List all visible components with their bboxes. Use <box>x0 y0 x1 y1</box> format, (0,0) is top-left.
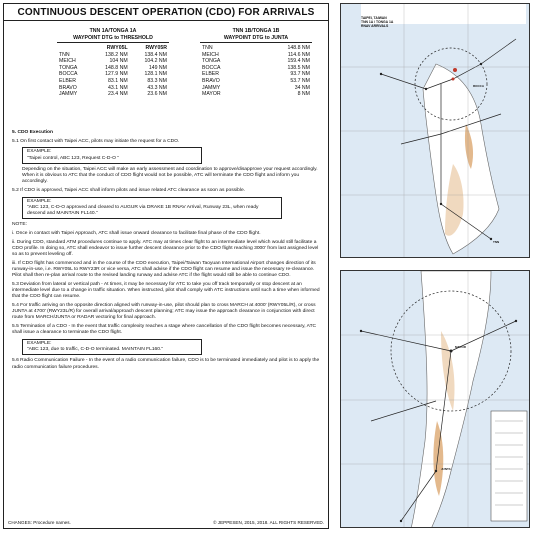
col-rwy05l: RWY05L <box>106 45 128 51</box>
dtg-tables <box>4 28 328 134</box>
paragraph-5-2: 5.2 If CDO is approved, Taipei ACC shall inform pilots and issue related ATC clearance as soon as possible. <box>12 187 246 193</box>
table-row <box>200 78 312 85</box>
example-text: “ABC 123, C-D-O approved and cleared to AUGUR via DRAKE 1B RNAV Arrival, Runway 23L, when ready descend and MAINTAIN FL140.” <box>27 204 259 217</box>
paragraph-5-4: 5.4 For traffic arriving on the opposite direction aligned with runway-in-use, pilot should plan to cross MARCH at 4000’ (RWY05L/R), or cross JUNTA at 4700’ (RWY23L/R) for overall arrival/approach descent planning; ATC may issue the approach clearance in conjunction with direct route from MARCH/JUNTA or RADAR vectoring for final approach. <box>12 302 316 321</box>
table-b-header: TNN 1B/TONGA 1B <box>232 28 280 34</box>
chart-page <box>3 3 329 529</box>
table-b-subheader: WAYPOINT DTG to JUNTA <box>200 35 312 44</box>
cell: TONGA <box>59 64 78 71</box>
changes-note: CHANGES: Procedure names. <box>8 520 71 525</box>
waypoint-label: JUNTA <box>441 467 451 471</box>
paragraph-5-5: 5.5 Termination of a CDO - In the event that traffic complexity reaches a stage where cancellation of the CDO flight becomes necessary, ATC shall issue a clearance to terminate the CDO flight. <box>12 324 317 336</box>
cell: TNN <box>59 51 70 58</box>
table-row <box>57 85 169 92</box>
example-text: “Taipei control, ABC 123, Request C-D-O ” <box>27 155 119 161</box>
waypoint-label: ROCCA <box>473 84 484 88</box>
cell: TNN <box>202 45 213 51</box>
table-row <box>57 45 169 52</box>
cell: MAYOR <box>202 91 221 98</box>
cdo-procedure-text <box>12 130 324 373</box>
example-text: “ABC 123, due to traffic, C-D-O terminated. MAINTAIN FL160.” <box>27 347 163 353</box>
cell: 148.8 NM <box>287 45 310 51</box>
table-row <box>200 65 312 72</box>
page-footer <box>8 520 324 525</box>
cell: BRAVO <box>202 77 220 84</box>
copyright: © JEPPESEN, 2015, 2018. ALL RIGHTS RESERVED. <box>213 520 324 525</box>
cell: 128.1 NM <box>144 71 167 78</box>
cell: 34 NM <box>294 84 310 91</box>
map-title-block <box>361 16 393 28</box>
paragraph-5-3: 5.3 Deviation from lateral or vertical path - At times, it may be necessary for ATC to take you off track temporarily or stop descent at an intermediate level due to a change in traffic situation. When instructed, pilot shall comply with ATC instructions until such a time when informed that the CDO flight can resume. <box>12 281 320 300</box>
cell: 93.7 NM <box>290 71 310 78</box>
cell: JAMMY <box>59 91 78 98</box>
page-title: CONTINUOUS DESCENT OPERATION (CDO) FOR ARRIVALS <box>4 4 328 21</box>
table-row <box>200 52 312 59</box>
arrival-chart-top <box>340 3 530 258</box>
cell: 138.5 NM <box>287 64 310 71</box>
cell: 8 NM <box>297 91 310 98</box>
example-box-request <box>22 147 202 163</box>
cell: 148.8 NM <box>105 64 128 71</box>
cell: BRAVO <box>59 84 77 91</box>
cell: MEICH <box>202 51 219 58</box>
example-box-terminated <box>22 339 202 355</box>
table-a-grid <box>57 45 169 98</box>
cell: 127.9 NM <box>105 71 128 78</box>
example-label: EXAMPLE: <box>27 340 52 346</box>
waypoint-label: TNN <box>493 240 500 244</box>
table-row <box>200 45 312 52</box>
cell: 104.2 NM <box>144 58 167 65</box>
note-iii: iii. If CDO flight has commenced and in the course of the CDO execution, Taipei/Taiwan Taoyuan International Airport changes direction of its runway-in-use, i.e. RWY05L to RWY23R or vice versa, ATC shall advise if the CDO flight can resume and issue the necessary re-clearance. Pilot shall then re-plan arrival route to the revised landing runway and advise ATC if the flight would still be able to continue CDO. <box>12 260 316 279</box>
table-row <box>200 58 312 65</box>
note-label: NOTE: <box>12 222 27 228</box>
section-heading: 5. CDO Execution <box>12 130 54 135</box>
table-row <box>57 91 169 98</box>
table-a-subheader: WAYPOINT DTG to THRESHOLD <box>57 35 169 44</box>
map-title-line: RNAV ARRIVALS <box>361 24 389 28</box>
cell: 114.6 NM <box>287 51 310 58</box>
dtg-table-junta <box>200 28 312 98</box>
table-row <box>57 52 169 59</box>
arrival-chart-bottom <box>340 270 530 528</box>
table-row <box>57 71 169 78</box>
waypoint-label: MAYOR <box>455 345 466 349</box>
cell: 53.7 NM <box>290 77 310 84</box>
paragraph-5-1-cont: Depending on the situation, Taipei ACC will make an early assessment and coordination to approve/disapprove your request accordingly. When it is obvious to ATC that the conduct of CDO flight would not be possible, ATC will terminate the CDO flight and inform you accordingly. <box>22 166 318 185</box>
cell: 149 NM <box>148 64 167 71</box>
cell: 23.6 NM <box>147 91 167 98</box>
cell: 83.3 NM <box>147 77 167 84</box>
cell: 23.4 NM <box>108 91 128 98</box>
cell: 159.4 NM <box>287 58 310 65</box>
table-row <box>57 65 169 72</box>
cell: 138.4 NM <box>144 51 167 58</box>
table-row <box>57 78 169 85</box>
cell: ELBER <box>202 71 220 78</box>
map-title-line: TNN 1A / TONGA 1A <box>361 20 394 24</box>
table-b-grid <box>200 45 312 98</box>
example-label: EXAMPLE: <box>27 198 52 204</box>
cell: TONGA <box>202 58 221 65</box>
cell: MEICH <box>59 58 76 65</box>
cell: 43.1 NM <box>108 84 128 91</box>
cell: JAMMY <box>202 84 221 91</box>
table-row <box>200 85 312 92</box>
cell: 83.1 NM <box>108 77 128 84</box>
map-title-line: TAIPEI, TAIWAN <box>361 16 387 20</box>
cell: BOCCA <box>59 71 78 78</box>
example-label: EXAMPLE: <box>27 149 52 155</box>
paragraph-5-1: 5.1 On first contact with Taipei ACC, pilots may initiate the request for a CDO. <box>12 138 180 144</box>
note-i: i. Once in contact with Taipei Approach, ATC shall issue onward clearance to facilitate final phase of the CDO flight. <box>12 230 261 236</box>
table-row <box>200 71 312 78</box>
map-bottom-graphic <box>341 271 530 528</box>
cell: BOCCA <box>202 64 221 71</box>
note-ii: ii. During CDO, standard ATM procedures continue to apply. ATC may at times clear flight to an intermediate level which would still facilitate a CDO profile. In doing so, ATC shall endeavor to issue further descent clearance prior to the CDO flight reaching 3000’ from last assigned level so as to prevent leveling off. <box>12 239 319 258</box>
example-box-approved <box>22 197 282 220</box>
cell: 138.2 NM <box>105 51 128 58</box>
table-row <box>57 58 169 65</box>
col-rwy05r: RWY05R <box>145 45 167 51</box>
paragraph-5-6: 5.6 Radio Communication Failure - In the event of a radio communication failure, CDO is to be terminated immediately and pilot is to apply the radio communication failure procedures. <box>12 358 320 370</box>
cell: ELBER <box>59 77 77 84</box>
map-top-graphic <box>341 4 530 258</box>
table-row <box>200 91 312 98</box>
table-a-header: TNN 1A/TONGA 1A <box>89 28 137 34</box>
cell: 43.3 NM <box>147 84 167 91</box>
dtg-table-threshold <box>57 28 169 98</box>
cell: 104 NM <box>109 58 128 65</box>
